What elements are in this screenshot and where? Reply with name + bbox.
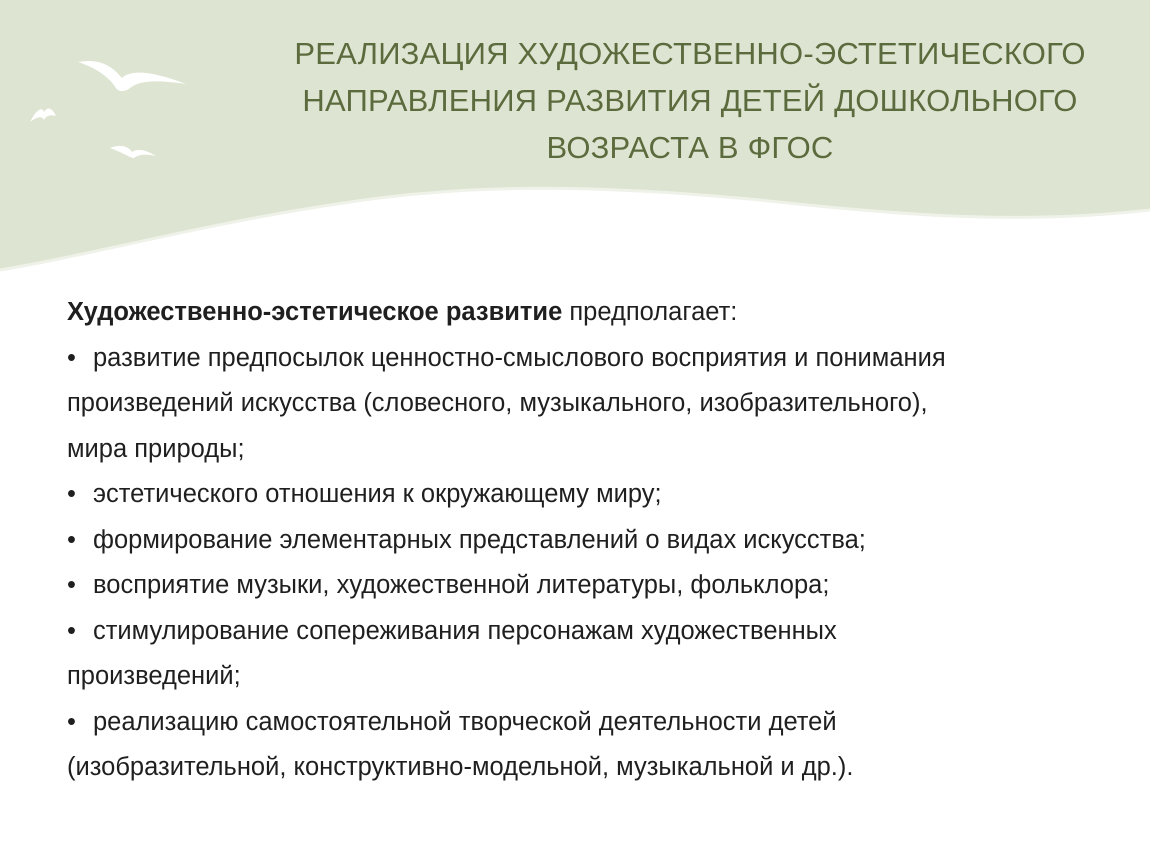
bullet-marker: •	[67, 707, 76, 736]
bullet-marker: •	[67, 525, 76, 554]
bullet-text: развитие предпосылок ценностно-смыслового восприятия и понимания	[93, 343, 946, 372]
bullet-item	[67, 563, 1107, 609]
lead-bold-text: Художественно-эстетическое развитие	[67, 298, 563, 326]
slide-body	[67, 290, 1107, 791]
bullet-item	[67, 518, 1107, 564]
bullet-text: эстетического отношения к окружающему миру;	[93, 480, 662, 508]
bird-icon	[78, 61, 186, 91]
bird-icon	[110, 146, 156, 158]
bullet-item	[67, 609, 1107, 700]
bullet-marker: •	[67, 480, 76, 508]
lead-paragraph	[67, 290, 1107, 336]
birds-decoration	[0, 0, 260, 200]
bullet-continuation: (изобразительной, конструктивно-модельной, музыкальной и др.).	[67, 753, 854, 781]
bullet-item	[67, 700, 1107, 791]
bullet-text: реализацию самостоятельной творческой деятельности детей	[93, 707, 837, 736]
bullet-marker: •	[67, 571, 76, 599]
title-line: РЕАЛИЗАЦИЯ ХУДОЖЕСТВЕННО-ЭСТЕТИЧЕСКОГО	[294, 36, 1086, 71]
bullet-item	[67, 472, 1107, 518]
bullet-continuation: произведений;	[67, 662, 241, 690]
slide-title	[270, 30, 1110, 171]
lead-text: предполагает:	[562, 298, 738, 326]
bird-icon	[30, 109, 56, 122]
title-line: НАПРАВЛЕНИЯ РАЗВИТИЯ ДЕТЕЙ ДОШКОЛЬНОГО	[302, 83, 1078, 118]
bullet-text: восприятие музыки, художественной литературы, фольклора;	[93, 571, 830, 599]
title-line: ВОЗРАСТА В ФГОС	[546, 130, 834, 165]
bullet-text: стимулирование сопереживания персонажам художественных	[93, 616, 837, 645]
bullet-marker: •	[67, 616, 76, 645]
bullet-text: формирование элементарных представлений о видах искусства;	[93, 525, 866, 554]
bullet-item	[67, 336, 1107, 473]
bullet-marker: •	[67, 343, 76, 372]
bullet-continuation: мира природы;	[67, 434, 245, 463]
bullet-continuation: произведений искусства (словесного, музыкального, изобразительного),	[67, 389, 928, 417]
